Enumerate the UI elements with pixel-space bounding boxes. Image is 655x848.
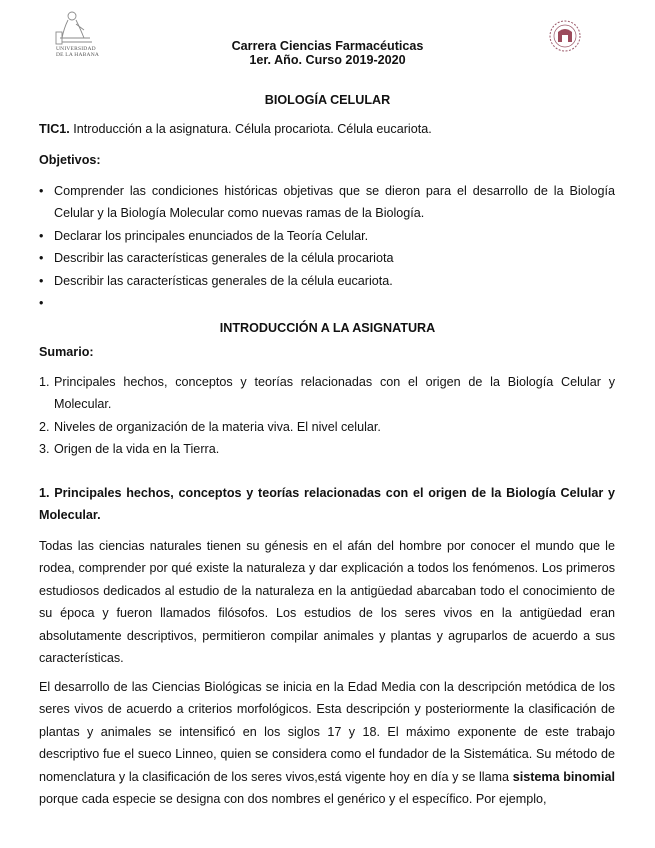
document-title: BIOLOGÍA CELULAR	[264, 93, 391, 107]
summary-list	[39, 371, 615, 461]
paragraph-1: Todas las ciencias naturales tienen su génesis en el afán del hombre por conocer el mundo que le rodea, comprender por qué existe la naturaleza y dar explicación a todos los fenómenos. Los primeros estudiosos dedicados al estudio de la naturaleza en la antigüedad abarcaban todo el conocimiento de su época y fueron llamados filósofos. Los estudios de los seres vivos en la antigüedad eran absolutamente descriptivos, permitieron compilar animales y plantas y agruparlos de acuerdo a sus características.	[39, 539, 615, 666]
paragraph-2: El desarrollo de las Ciencias Biológicas se inicia en la Edad Media con la descripción metódica de los seres vivos de acuerdo a criterios morfológicos. Esta descripción y posteriormente la clasificación de plantas y animales se intensificó en los siglos 17 y 18. El máximo exponente de este trabajo descriptivo fue el sueco Linneo, quien se considera como el fundador de la Sistemática. Su método de nomenclatura y la clasificación de los seres vivos,está vigente hoy en día y se llama sistema binomial porque cada especie se designa con dos nombres el genérico y el específico. Por ejemplo,	[39, 680, 615, 807]
list-number: 1.	[39, 375, 50, 389]
list-item: • Describir las características generales de la célula procariota	[39, 247, 615, 269]
list-item: • Declarar los principales enunciados de la Teoría Celular.	[39, 225, 615, 247]
list-item	[39, 416, 615, 438]
list-item	[39, 438, 615, 460]
list-item: • Describir las características generales de la célula eucariota.	[39, 270, 615, 292]
list-text: Origen de la vida en la Tierra.	[54, 442, 220, 457]
list-item: • Comprender las condiciones históricas objetivas que se dieron para el desarrollo de la Biología Celular y la Biología Molecular como nuevas ramas de la Biología.	[39, 180, 615, 225]
tic-label: TIC1.	[39, 122, 70, 136]
tic-line	[39, 118, 615, 140]
summary-heading: Sumario:	[39, 345, 94, 359]
list-item	[39, 292, 615, 314]
list-text: Principales hechos, conceptos y teorías relacionadas con el origen de la Biología Celular y Molecular.	[54, 375, 615, 412]
list-number: 3.	[39, 442, 50, 457]
header-course: 1er. Año. Curso 2019-2020	[249, 53, 406, 67]
tic-text: Introducción a la asignatura. Célula procariota. Célula eucariota.	[69, 122, 432, 136]
logo-caption: UNIVERSIDAD DE LA HABANA	[56, 46, 100, 58]
header-career: Carrera Ciencias Farmacéuticas	[231, 39, 424, 53]
intro-heading: INTRODUCCIÓN A LA ASIGNATURA	[219, 321, 436, 335]
objectives-heading: Objetivos:	[39, 153, 101, 167]
section-1-heading: 1. Principales hechos, conceptos y teorías relacionadas con el origen de la Biología Celular y Molecular.	[39, 486, 615, 523]
list-item	[39, 371, 615, 416]
bold-term: sistema binomial	[512, 769, 615, 784]
list-text: Niveles de organización de la materia viva. El nivel celular.	[54, 419, 381, 434]
objectives-list	[39, 180, 615, 314]
list-number: 2.	[39, 419, 50, 434]
